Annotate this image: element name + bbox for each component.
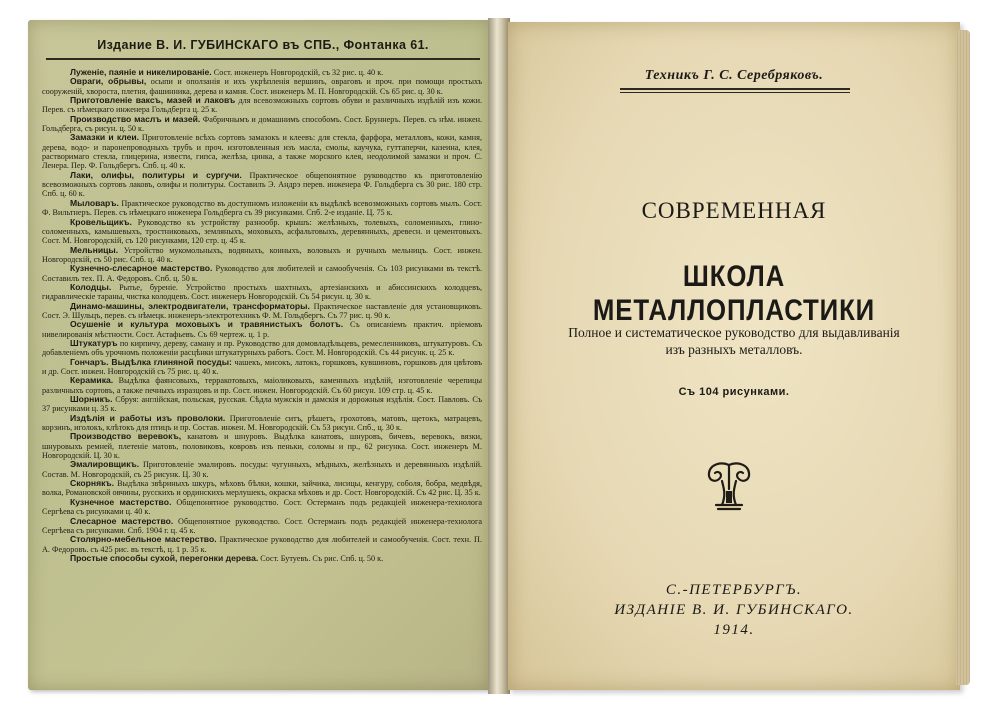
catalog-entry-body: осыпи и оползанія и ихъ укрѣпленія вершинъ, овраговъ и проч. при помощи простыхъ сооруженій, хвороста, плетня, фашинника, дерева и камня. Сост. инженеръ М. П. Новгородскій. Съ 65 рис. ц. 30 к. <box>42 77 483 96</box>
imprint-city: С.-ПЕТЕРБУРГЪ. <box>665 582 803 598</box>
catalog-entry-title: Приготовленіе ваксъ, мазей и лаковъ <box>70 95 236 106</box>
catalog-entry-title: Керамика. <box>70 375 114 386</box>
catalog-entry-body: Фабричнымъ и домашнимъ способомъ. Сост. Бруннеръ. Перев. съ нѣм. инжен. Гольдберга, съ рисун. ц. 50 к. <box>42 114 483 134</box>
catalog-entry-title: Мельницы. <box>70 244 119 255</box>
catalog-entry-title: Кровельщикъ. <box>70 216 132 227</box>
catalog-entry-title: Замазки и клеи. <box>70 132 140 143</box>
catalog-entry-body: Устройство мукомольныхъ, водяныхъ, конныхъ, воловыхъ и ручныхъ мельницъ. Сост. инжен. Новгородскій, съ 50 рис. Спб. ц. 40 к. <box>42 245 483 264</box>
catalog-entry-body: Сост. Бутуевъ. Съ рис. Спб. ц. 50 к. <box>260 553 384 563</box>
subtitle-line-2: изъ разныхъ металловъ. <box>665 342 803 357</box>
catalog-entry-body: по кирпичу, дереву, саману и пр. Руководство для домовладѣльцевъ, ремесленниковъ, штукатуровъ. Съ добавленіемъ объ урочномъ положеніи расцѣнки штукатурныхъ работъ. Сост. М. Новгородскій. Съ 44 рисунк. ц. 25 к. <box>42 338 482 358</box>
right-page-title <box>508 22 960 690</box>
catalog-entry-body: Общепонятное руководство. Сост. Остерманъ подъ редакціей инженера-технолога Сергѣева съ рисунками. Спб. 1904 г. ц. 45 к. <box>42 516 483 535</box>
catalog-entry-title: Кузнечное мастерство. <box>70 496 172 507</box>
catalog-entry <box>42 96 482 115</box>
catalog-entry <box>42 218 482 246</box>
catalog-entry-title: Кузнечно-слесарное мастерство. <box>70 263 213 274</box>
art-nouveau-ornament-icon <box>704 459 754 511</box>
catalog-entry <box>42 498 482 517</box>
catalog-entry <box>42 479 482 498</box>
catalog-entry <box>42 283 482 302</box>
publisher-header: Издание В. И. ГУБИНСКАГО въ СПБ., Фонтанка 61. <box>46 38 480 60</box>
catalog-entry-body: Выдѣлка фаянсовыхъ, терракотовыхъ, маіоликовыхъ, каменныхъ издѣлій, изготовленіе черепицы различныхъ сортовъ, а также печныхъ изразцовъ и пр. Сост. инжен. Новгородскій. Съ 60 рисун. 109 стр. ц. 45 к. <box>42 376 482 395</box>
catalog-entry <box>42 414 482 433</box>
catalog-entry-body: Практическое наставленіе для установщиковъ. Сост. Э. Шульцъ, перев. съ нѣмецк. инженеръ-электротехникъ Ф. М. Гольдбергъ. Съ 77 рис. ц. 90 к. <box>42 301 482 320</box>
catalog-entry-title: Скорнякъ. <box>70 478 115 489</box>
catalog-entry <box>42 199 482 218</box>
catalog-entry-body: Приготовленіе всѣхъ сортовъ замазокъ и клеевъ: для стекла, фарфора, металловъ, кожи, камня, дерева, водо- и паронепроводныхъ трубъ и проч. изготовленныя изъ масла, смолы, каучука, гуттаперчи, казеина, клея, растворимаго стекла, глицерина, извести, гипса, желѣза, цинка, а также морского клея, неодолимой замазки и проч. С. Ленера. Пер. Ф. Гольдбергъ. Спб. ц. 40 к. <box>42 133 482 171</box>
catalog-entry-body: Руководство для любителей и самообученія. Съ 103 рисунками въ текстѣ. Составилъ тех. П. А. Федоровъ. Спб. ц. 50 к. <box>42 264 482 283</box>
author-line: Техникъ Г. С. Серебряковъ. <box>644 68 824 83</box>
catalog-entry-title: Эмалировщикъ. <box>70 459 140 470</box>
catalog-entry-body: Сост. инженеръ Новгородскій, съ 32 рис. ц. 40 к. <box>213 68 384 77</box>
catalog-entry-title: Луженіе, паяніе и никелированіе. <box>70 67 212 77</box>
catalog-entry-title: Слесарное мастерство. <box>70 515 174 526</box>
catalog-entry-body: Приготовленіе эмалировъ. посуды: чугунныхъ, мѣдныхъ, желѣзныхъ и деревянныхъ издѣлій. Состав. М. Новгородскій, съ 25 рисунк. Ц. 30 к. <box>42 460 483 479</box>
catalog-entry-title: Издѣлія и работы изъ проволоки. <box>70 412 226 423</box>
title-line-1: СОВРЕМЕННАЯ <box>641 198 827 223</box>
catalog-entry-body: чашекъ, мисокъ, латокъ, горшковъ, кувшиновъ, горшковъ для цвѣтовъ и др. Сост. инжен. Новгородскій съ 75 рис. ц. 40 к. <box>42 357 482 376</box>
catalog-entry <box>42 171 482 199</box>
figures-note: Съ 104 рисунками. <box>678 386 790 398</box>
catalog-entry-title: Овраги, обрывы, <box>70 76 147 87</box>
catalog-entry-title: Производство маслъ и мазей. <box>70 113 201 124</box>
catalog-entry <box>42 339 482 358</box>
catalog-entry-body: канатовъ и шнуровъ. Выдѣлка канатовъ, шнуровъ, бичевъ, веревокъ, вязки, шнуровыхъ ремней, плетеніе матовъ, половиковъ, ковровъ изъ пеньки, соломы и пр., 62 рисунка. Сост. инженеръ М. Новгородскій. Ц. 30 к. <box>42 432 482 461</box>
catalog-entry-title: Динамо-машины, электродвигатели, трансформаторы. <box>70 300 310 311</box>
book-spine <box>488 18 510 694</box>
catalog-entry <box>42 320 482 339</box>
catalog-entry <box>42 395 482 414</box>
catalog-entry-title: Шорникъ. <box>70 394 113 405</box>
page-edges <box>956 30 970 685</box>
catalog-entry-title: Лаки, олифы, политуры и сургучи. <box>70 169 242 180</box>
catalog-entry <box>42 77 482 96</box>
catalog-entry-body: Съ описаніемъ практич. пріемовъ нивелированія мѣстности. Сост. Астафьевъ. Съ 69 чертеж. ц. 1 р. <box>42 320 482 339</box>
catalog-entry-body: Практическое руководство для любителей и самообученія. Сост. техн. П. А. Федоровъ. съ 425 рис. въ текстѣ, ц. 1 р. 35 к. <box>42 535 482 554</box>
catalog-entry-body: Выдѣлка звѣриныхъ шкуръ, мѣховъ бѣлки, кошки, зайчика, лисицы, кенгуру, соболя, бобра, медвѣдя, волка, Романовской овчины, русскихъ и ординскихъ мерлушекъ, окраска мѣховъ и др. Сост. Новгородскій. Съ 42 рис. Ц. 35 к. <box>42 479 482 498</box>
catalog-entry-body: Практическое руководство въ доступномъ изложеніи къ выдѣлкѣ всевозможныхъ сортовъ мылъ. Сост. Ф. Вильтнеръ. Перев. съ нѣмецкаго инженера Гольдберга съ 39 рисунками. Спб. 2-е изданіе. Ц. 75 к. <box>42 198 482 218</box>
catalog-entry <box>42 133 482 170</box>
catalog-entry <box>42 460 482 479</box>
catalog-entry-body: Руководство къ устройству разнообр. крышъ: желѣзныхъ, толевыхъ, соломенныхъ, глино-соломенныхъ, камышевыхъ, тростниковыхъ, земляныхъ, моховыхъ, асфальтовыхъ, деревянныхъ, древесн. и цементовыхъ. Сост. М. Новгородскій, съ 120 рисунками, 120 стр. ц. 45 к. <box>42 217 483 246</box>
catalog-entry <box>42 517 482 536</box>
subtitle-line-1: Полное и систематическое руководство для выдавливанія <box>568 325 900 340</box>
catalog-entry-title: Колодцы. <box>70 281 112 292</box>
subtitle <box>548 324 920 358</box>
catalog-entry-body: Практическое общепонятное руководство къ приготовленію всевозможныхъ сортовъ лаковъ, олифы и политуры. Составилъ Э. Андрэ перев. инженера Ф. Гольдберга съ 30 рис. 180 стр. Спб. ц. 60 к. <box>42 170 483 199</box>
catalog-entry <box>42 264 482 283</box>
catalog-entry <box>42 376 482 395</box>
author-rule <box>620 88 850 93</box>
catalog-entry-body: для всевозможныхъ сортовъ обуви и различныхъ издѣлій изъ кожи. Перев. съ нѣмецкаго инженера Гольдберга ц. 25 к. <box>42 96 483 115</box>
catalog-entry <box>42 302 482 321</box>
catalog-entry-title: Простые способы сухой, перегонки дерева. <box>70 552 259 563</box>
catalog-entry <box>42 358 482 377</box>
catalog-list <box>42 68 482 678</box>
catalog-entry <box>42 115 482 134</box>
catalog-entry-title: Столярно-мебельное мастерство. <box>70 534 217 545</box>
imprint <box>508 580 960 640</box>
catalog-entry <box>42 554 482 563</box>
catalog-entry <box>42 535 482 554</box>
catalog-entry-title: Гончаръ. Выдѣлка глиняной посуды: <box>70 356 232 367</box>
imprint-year: 1914. <box>713 622 755 638</box>
catalog-entry-body: Общепонятное руководство. Сост. Остерманъ подъ редакціей инженера-технолога Сергѣева съ рисунками ц. 40 к. <box>42 497 483 517</box>
catalog-entry <box>42 432 482 460</box>
imprint-publisher: ИЗДАНІЕ В. И. ГУБИНСКАГО. <box>614 602 854 618</box>
title-line-2: ШКОЛА МЕТАЛЛОПЛАСТИКИ <box>592 260 876 327</box>
catalog-entry-title: Мыловаръ. <box>70 197 119 208</box>
catalog-entry-body: Сбруя: англійская, польская, русская. Сѣдла мужскія и дамскія и дорожныя издѣлія. Сост. Павловъ. Съ 37 рисунками ц. 35 к. <box>42 395 483 414</box>
catalog-entry-body: Приготовленіе ситъ, рѣшетъ, грохотовъ, матовъ, щетокъ, матрацевъ, корзинъ, иголокъ, клѣтокъ для птицъ и пр. Состав. инжен. М. Новгородскій. Съ 53 рисун. Спб., ц. 30 к. <box>42 413 482 433</box>
catalog-entry-title: Осушеніе и культура моховыхъ и травянистыхъ болотъ. <box>70 319 344 330</box>
catalog-entry-body: Рытье, буреніе. Устройство простыхъ шахтныхъ, артезіанскихъ и абиссинскихъ колодцевъ, гидравлическіе тараны, чистка колодцевъ. Сост. инженеръ Новгородскій. Съ 54 рисун. ц. 30 к. <box>42 282 483 302</box>
catalog-entry-title: Штукатуръ <box>70 337 118 348</box>
catalog-entry <box>42 246 482 265</box>
catalog-entry-title: Производство веревокъ, <box>70 431 182 442</box>
left-page-catalog <box>28 20 490 690</box>
